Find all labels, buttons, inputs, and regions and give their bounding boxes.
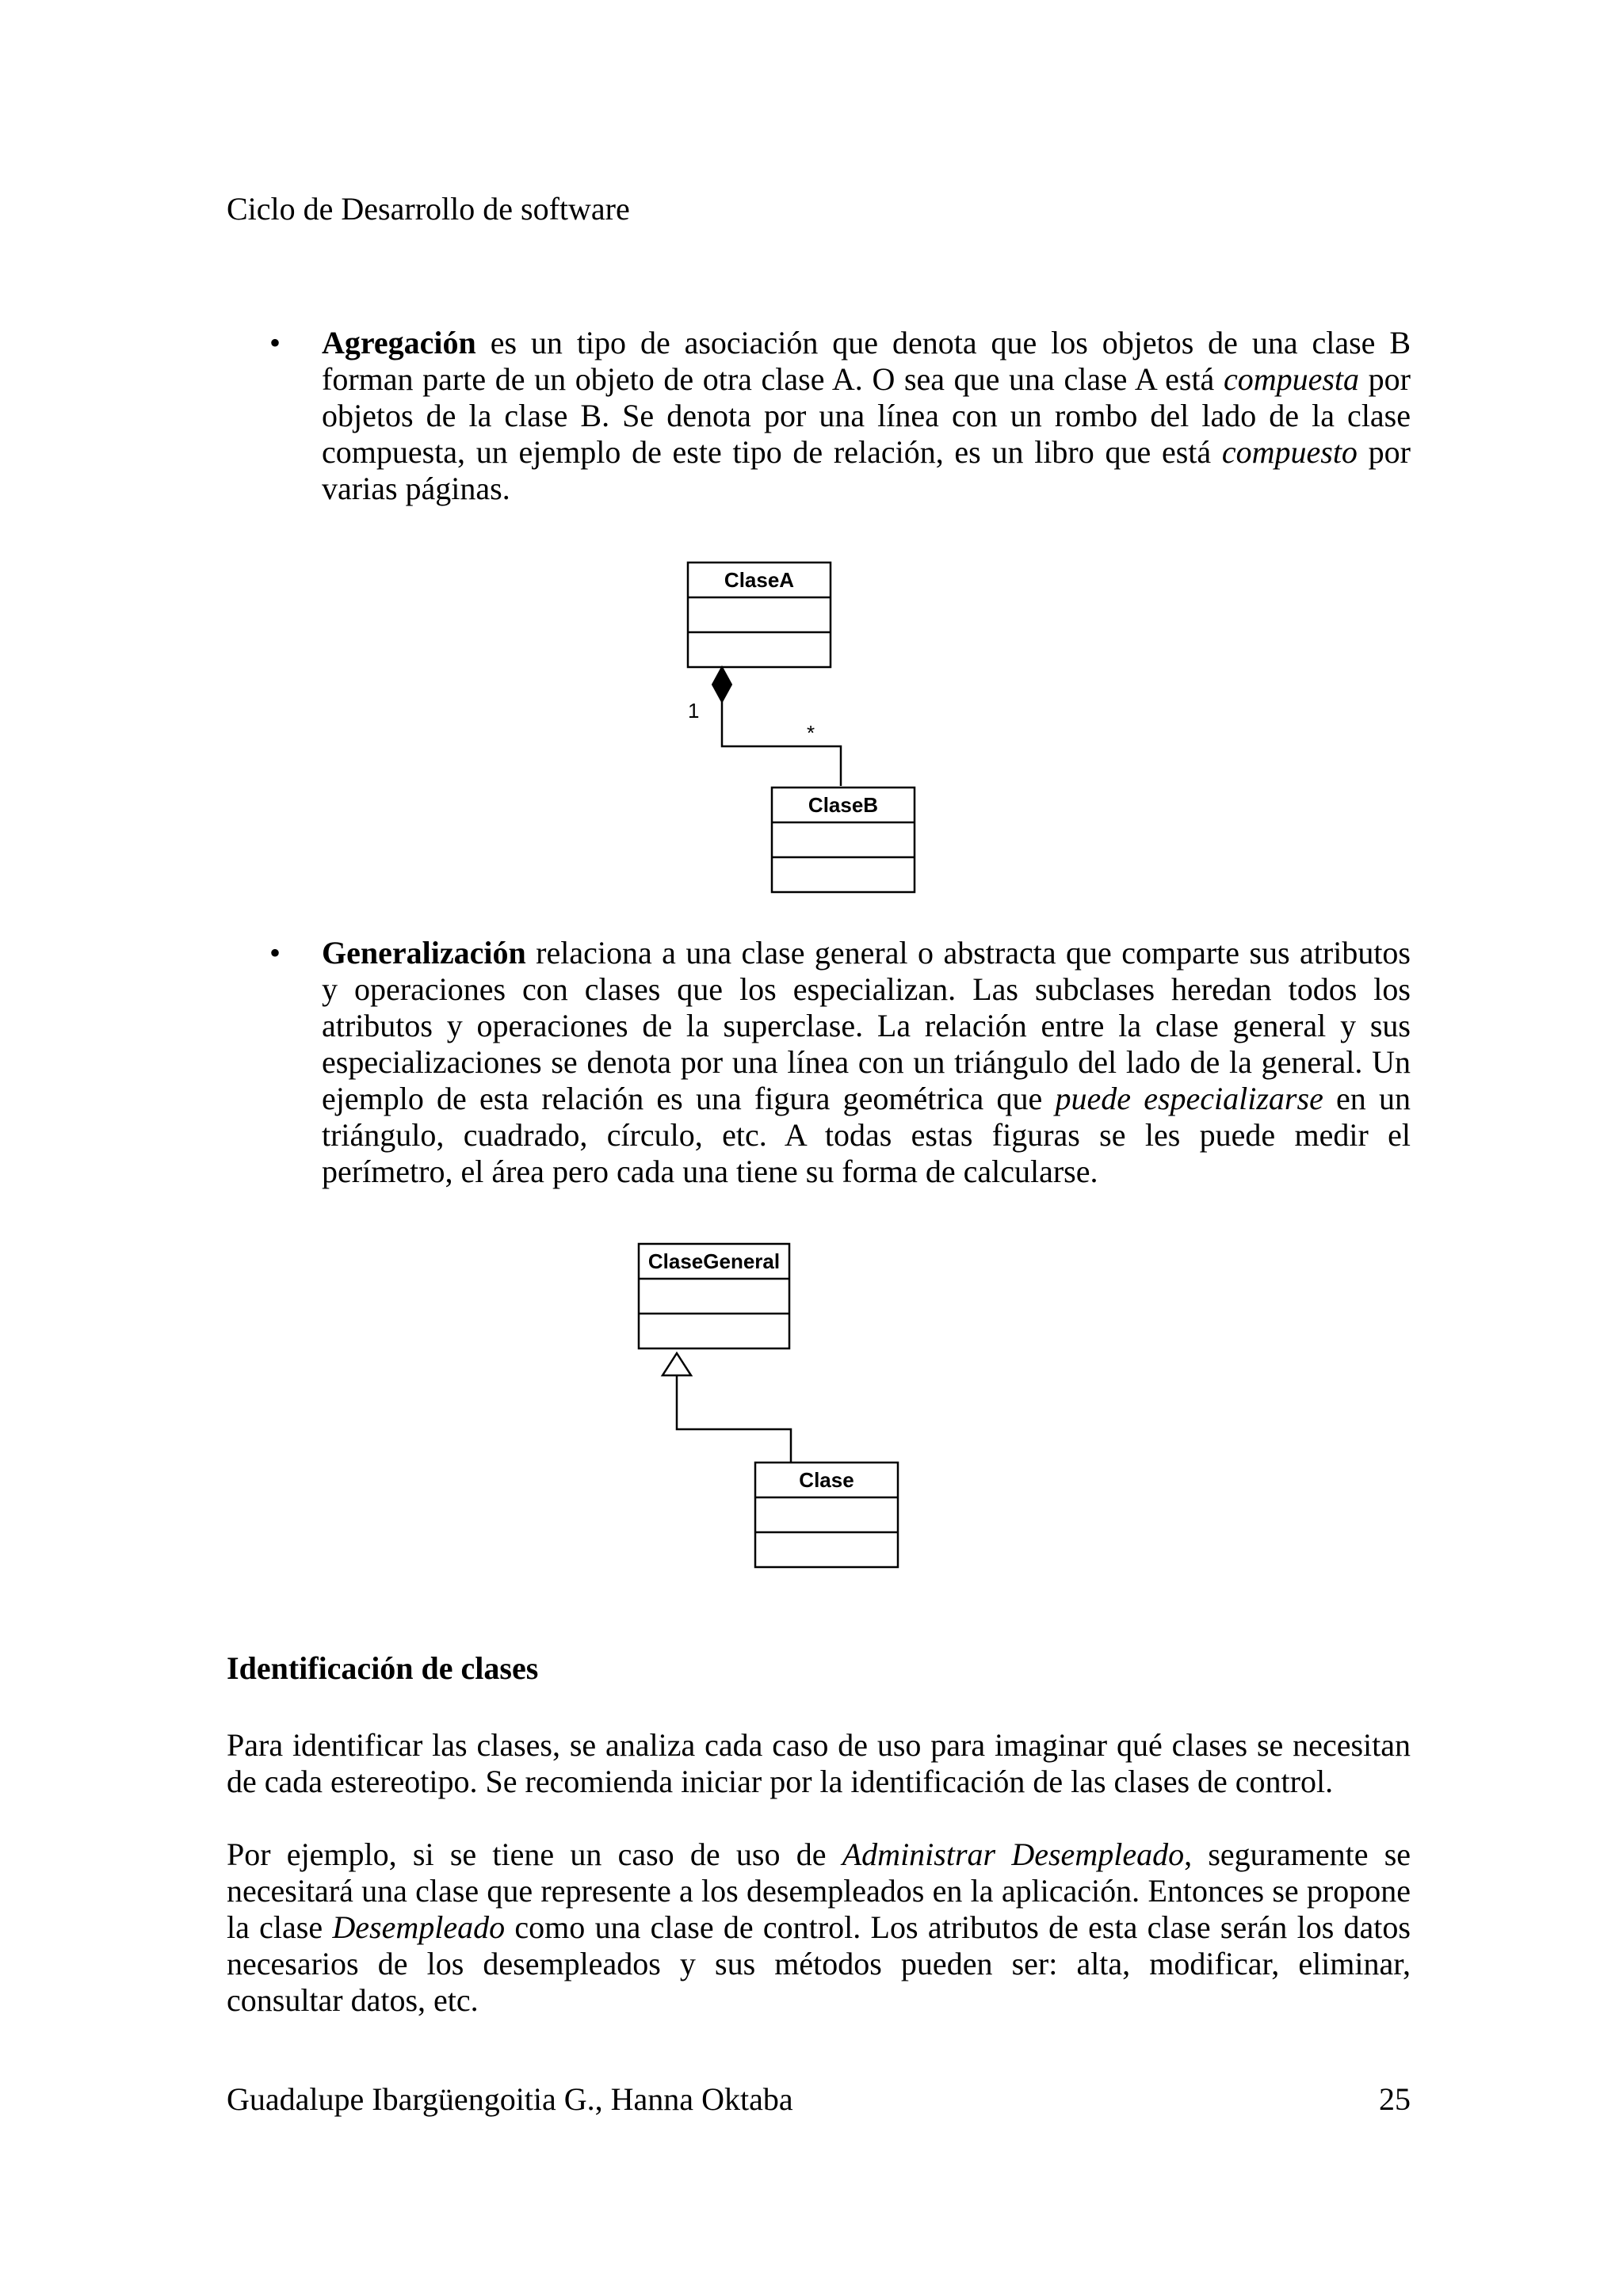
class-name-clasegeneral: ClaseGeneral <box>647 1249 781 1273</box>
bullet-marker: • <box>269 935 281 971</box>
aggregation-line <box>722 702 841 786</box>
class-box-claseb <box>772 788 915 892</box>
generalization-line <box>677 1375 791 1463</box>
class-box-clase <box>755 1463 898 1567</box>
class-name-clase: Clase <box>799 1468 854 1492</box>
section-heading: Identificación de clases <box>227 1650 539 1686</box>
term-generalization: Generalización <box>322 935 526 971</box>
inheritance-triangle-icon <box>663 1353 691 1375</box>
page-number: 25 <box>1379 2081 1411 2117</box>
class-name-claseb: ClaseB <box>808 793 879 817</box>
paragraph-identification: Para identificar las clases, se analiza cada caso de uso para imaginar qué clases se necesitan de cada estereotipo. Se recomienda iniciar por la identificación de las clases de control. <box>227 1727 1411 1799</box>
bullet-generalization-text: Generalización relaciona a una clase general o abstracta que comparte sus atributos y operaciones con clases que los especializan. Las subclases heredan todos los atributos y operaciones de la superclase. La relación entre la clase general y sus especializaciones se denota por una línea con un triángulo del lado de la general. Un ejemplo de esta relación es una figura geométrica que puede especializarse en un triángulo, cuadrado, círculo, etc. A todas estas figuras se les puede medir el perímetro, el área pero cada una tiene su forma de calcularse. <box>322 935 1411 1189</box>
multiplicity-part: * <box>807 721 815 745</box>
class-name-clasea: ClaseA <box>724 568 795 592</box>
generalization-diagram <box>626 1236 927 1585</box>
bullet-marker: • <box>269 325 281 360</box>
class-box-clasegeneral <box>639 1244 789 1348</box>
class-box-clasea <box>688 563 831 667</box>
multiplicity-whole: 1 <box>688 699 700 723</box>
footer-authors: Guadalupe Ibargüengoitia G., Hanna Oktaba <box>227 2081 793 2117</box>
running-header: Ciclo de Desarrollo de software <box>227 191 630 227</box>
term-aggregation: Agregación <box>322 325 476 360</box>
composition-diamond-icon <box>712 667 731 702</box>
bullet-aggregation-text: Agregación es un tipo de asociación que denota que los objetos de una clase B forman parte de un objeto de otra clase A. O sea que una clase A está compuesta por objetos de la clase B. Se denota por una línea con un rombo del lado de la clase compuesta, un ejemplo de este tipo de relación, es un libro que está compuesto por varias páginas. <box>322 325 1411 506</box>
aggregation-diagram <box>666 555 935 903</box>
paragraph-example: Por ejemplo, si se tiene un caso de uso de Administrar Desempleado, seguramente se necesitará una clase que represente a los desempleados en la aplicación. Entonces se propone la clase Desempleado como una clase de control. Los atributos de esta clase serán los datos necesarios de los desempleados y sus métodos pueden ser: alta, modificar, eliminar, consultar datos, etc. <box>227 1836 1411 2018</box>
